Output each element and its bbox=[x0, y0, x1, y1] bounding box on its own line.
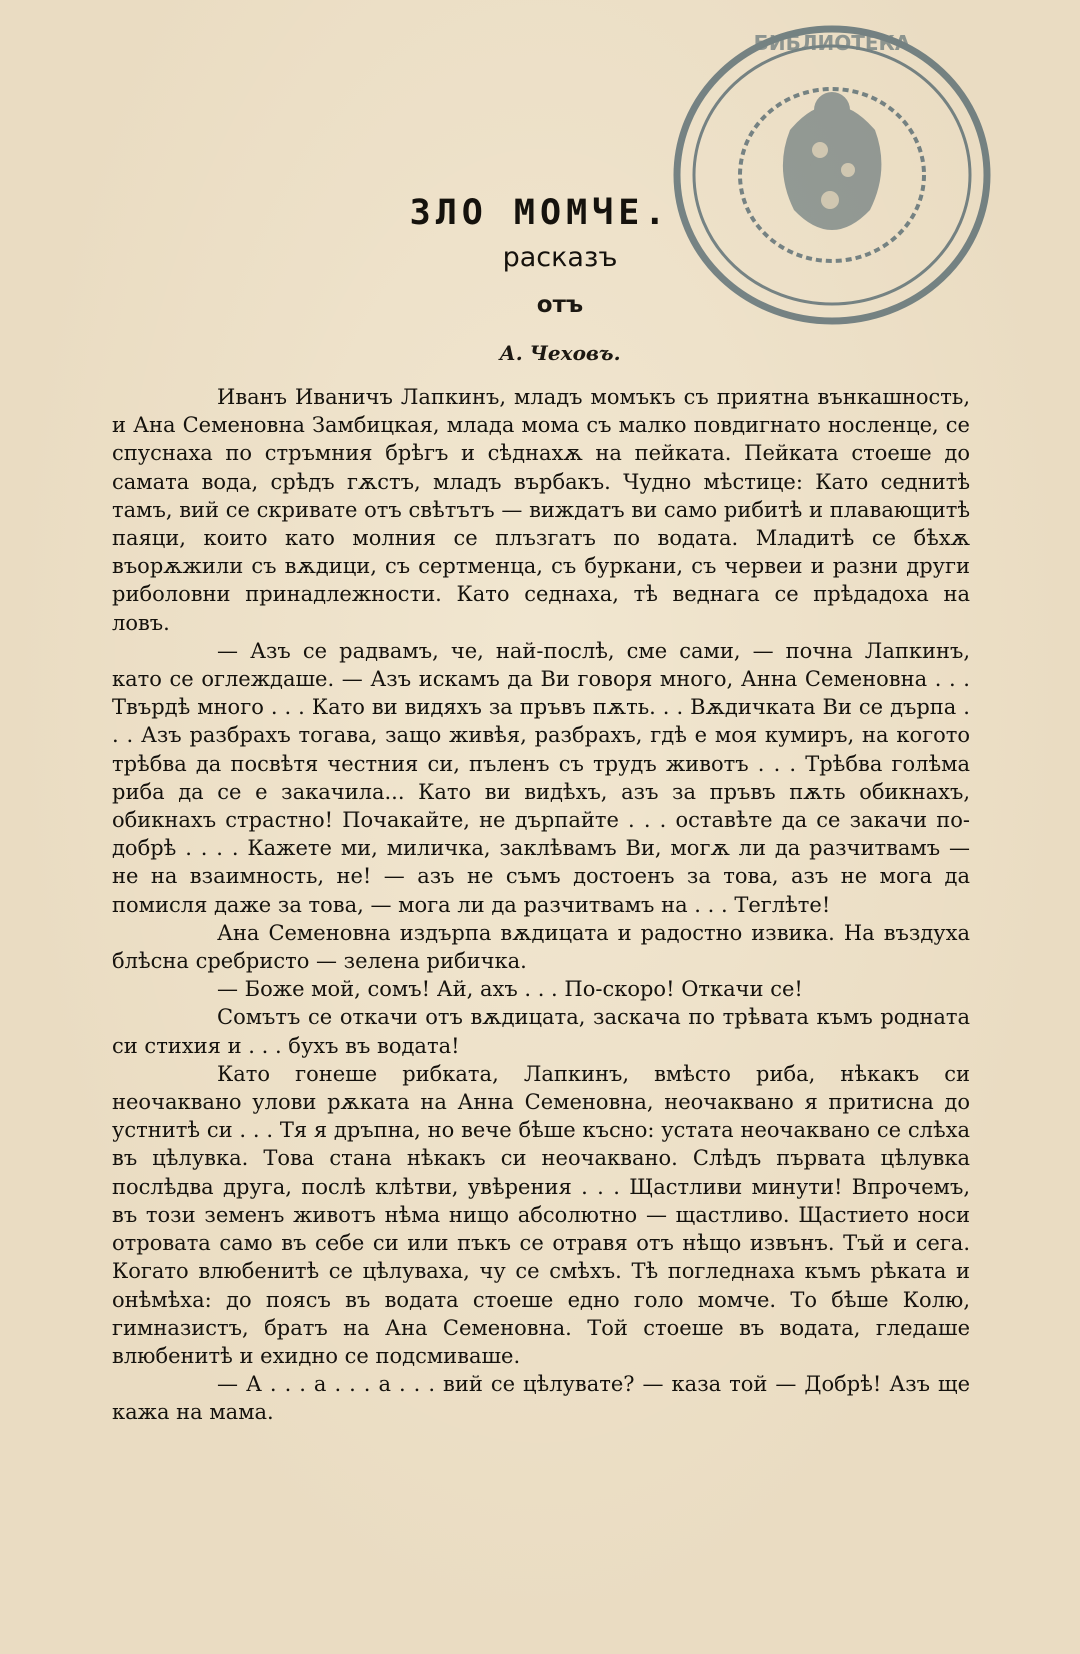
story-subtitle: расказъ bbox=[502, 242, 618, 273]
paragraph: Като гонеше рибката, Лапкинъ, вмѣсто риба, нѣкакъ си неочаквано улови рѫката на Анна Семеновна, неочаквано я притисна до устнитѣ си . . . Тя я дръпна, но вече бѣше късно: устата неочаквано се слѣха въ цѣлувка. Това стана нѣкакъ си неочаквано. Слѣдъ първата цѣлувка послѣдва друга, послѣ клѣтви, увѣрения . . . Щастливи минути! Впрочемъ, въ този земенъ животъ нѣма нищо абсолютно — щастливо. Щастието носи отровата само въ себе си или пъкъ се отравя отъ нѣщо извънъ. Тъй и сега. Когато влюбенитѣ се цѣлуваха, чу се смѣхъ. Тѣ погледнаха къмъ рѣката и онѣмѣха: до поясъ въ водата стоеше едно голо момче. То бѣше Колю, гимназистъ, братъ на Ана Семеновна. Той стоеше въ водата, гледаше влюбенитѣ и ехидно се подсмиваше. bbox=[112, 1061, 970, 1368]
library-stamp bbox=[670, 20, 995, 330]
svg-text:БИБЛИОТЕКА: БИБЛИОТЕКА bbox=[753, 31, 911, 55]
paragraph: — Азъ се радвамъ, че, най-послѣ, сме сами, — почна Лапкинъ, като се оглеждаше. — Азъ искамъ да Ви говоря много, Анна Семеновна . . . Твърдѣ много . . . Като ви видяхъ за пръвъ пѫть. . . Вѫдичката Ви се дърпа . . . Азъ разбрахъ тогава, защо живѣя, разбрахъ, гдѣ е моя кумиръ, на когото трѣбва да посвѣтя честния си, пъленъ съ трудъ животъ . . . Трѣбва голѣма риба да се е закачила... Като ви видѣхъ, азъ за пръвъ пѫть обикнахъ, обикнахъ страстно! Почакайте, не дърпайте . . . оставѣте да се закачи по-добрѣ . . . . Кажете ми, миличка, заклѣвамъ Ви, могѫ ли да разчитвамъ — не на взаимность, не! — азъ не съмъ достоенъ за това, азъ не мога да помисля даже за това, — мога ли да разчитвамъ на . . . Теглѣте! bbox=[112, 638, 970, 917]
paragraph: Ана Семеновна издърпа вѫдицата и радостно извика. На въздуха блѣсна сребристо — зелена рибичка. bbox=[112, 920, 970, 974]
paragraph: — А . . . а . . . а . . . вий се цѣлувате? — каза той — Добрѣ! Азъ ще кажа на мама. bbox=[112, 1372, 970, 1425]
story-body bbox=[112, 383, 970, 1427]
paragraph: — Боже мой, сомъ! Ай, ахъ . . . По-скоро! Откачи се! bbox=[217, 977, 803, 1002]
story-title: ЗЛО МОМЧЕ. bbox=[409, 193, 671, 233]
paragraph: Сомътъ се откачи отъ вѫдицата, заскача по трѣвата къмъ родната си стихия и . . . бухъ въ водата! bbox=[112, 1005, 970, 1058]
byline-preposition: отъ bbox=[536, 292, 584, 318]
paragraph: Иванъ Иваничъ Лапкинъ, младъ момъкъ съ приятна вънкашность, и Ана Семеновна Замбицкая, млада мома съ малко повдигнато носленце, се спуснаха по стръмния брѣгъ и сѣднахѫ на пейката. Пейката стоеше до самата вода, срѣдъ гѫстъ, младъ върбакъ. Чудно мѣстице: Като седнитѣ тамъ, вий се скривате отъ свѣтътъ — виждатъ ви само рибитѣ и плавающитѣ паяци, които като молния се плъзгатъ по водата. Младитѣ се бѣхѫ въорѫжили съ вѫдици, съ сертменца, съ буркани, съ червеи и разни други риболовни принадлежности. Като седнаха, тѣ веднага се прѣдадоха на ловъ. bbox=[112, 385, 970, 635]
author-name: А. Чеховъ. bbox=[499, 341, 621, 365]
